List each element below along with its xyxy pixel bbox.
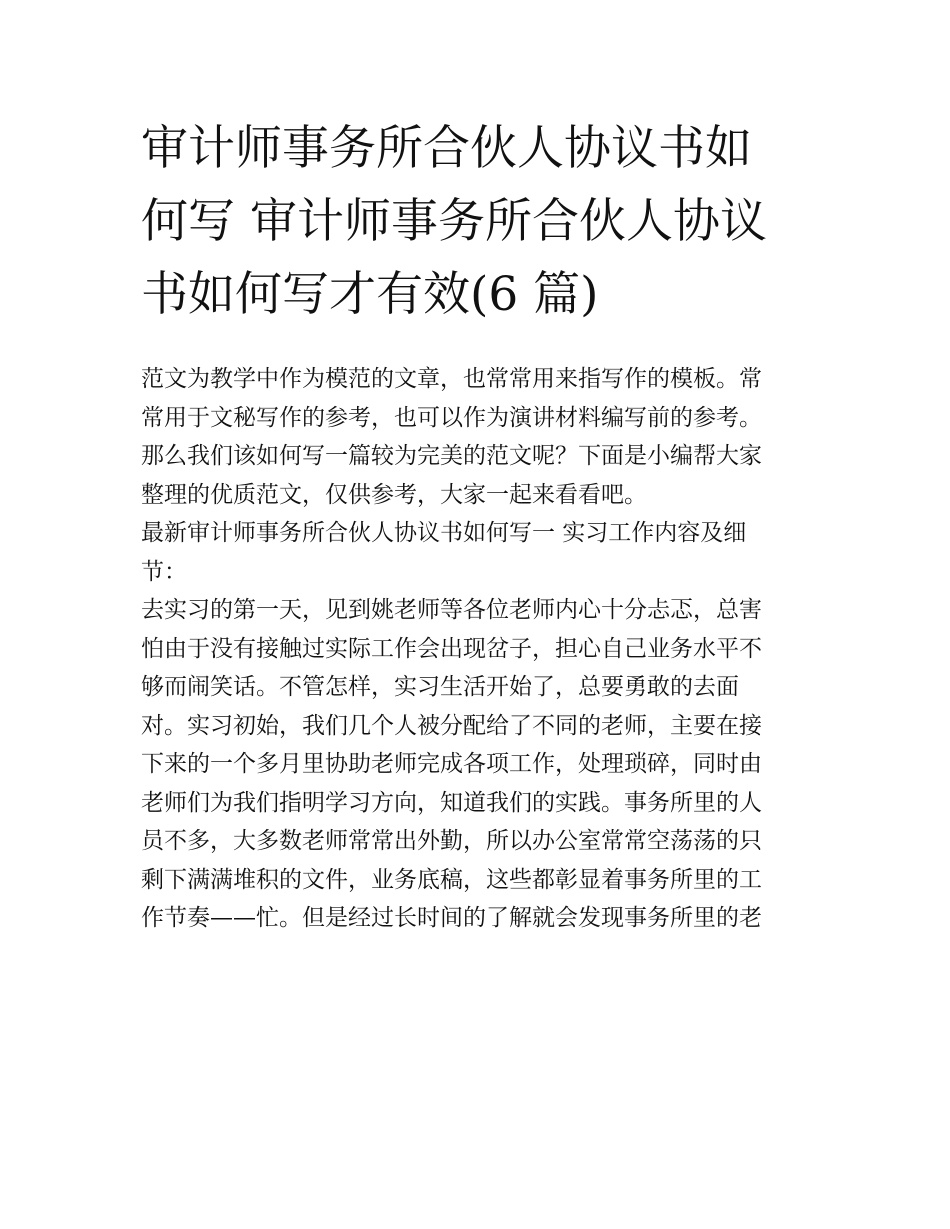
body-line: 常用于文秘写作的参考，也可以作为演讲材料编写前的参考。 — [141, 404, 762, 431]
body-line: 剩下满满堆积的文件，业务底稿，这些都彰显着事务所里的工 — [141, 866, 762, 893]
document-title: 审计师事务所合伙人协议书如 何写 审计师事务所合伙人协议 书如何写才有效(6 篇) — [141, 121, 767, 322]
body-line: 范文为教学中作为模范的文章，也常常用来指写作的模板。常 — [141, 366, 762, 392]
body-line: 那么我们该如何写一篇较为完美的范文呢？下面是小编帮大家 — [141, 443, 762, 469]
section-heading-line: 最新审计师事务所合伙人协议书如何写一 实习工作内容及细 — [141, 520, 747, 546]
body-line: 作节奏——忙。但是经过长时间的了解就会发现事务所里的老 — [141, 905, 762, 931]
body-line: 下来的一个多月里协助老师完成各项工作，处理琐碎，同时由 — [141, 751, 762, 777]
body-line: 老师们为我们指明学习方向，知道我们的实践。事务所里的人 — [141, 789, 762, 816]
body-line: 怕由于没有接触过实际工作会出现岔子，担心自己业务水平不 — [141, 635, 762, 662]
body-line: 对。实习初始，我们几个人被分配给了不同的老师，主要在接 — [141, 712, 762, 739]
body-line: 去实习的第一天，见到姚老师等各位老师内心十分忐忑，总害 — [141, 597, 762, 623]
body-line: 够而闹笑话。不管怎样，实习生活开始了，总要勇敢的去面 — [141, 674, 739, 700]
document-body — [141, 360, 821, 938]
section-heading-line: 节： — [141, 558, 187, 585]
body-line: 整理的优质范文，仅供参考，大家一起来看看吧。 — [141, 481, 647, 508]
body-line: 员不多，大多数老师常常出外勤，所以办公室常常空荡荡的只 — [141, 828, 762, 854]
